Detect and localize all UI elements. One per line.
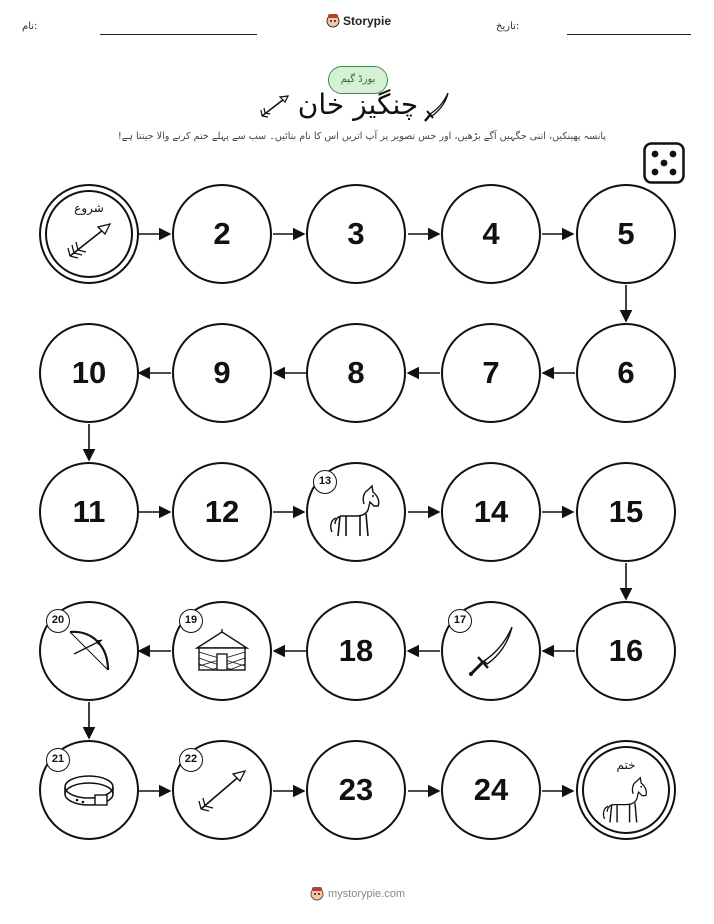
name-label: نام: (22, 21, 38, 32)
horse-icon (599, 776, 653, 826)
square-number-badge: 21 (46, 748, 70, 772)
board-square[interactable] (306, 740, 406, 840)
square-number: 11 (72, 494, 106, 529)
board-square[interactable] (172, 323, 272, 423)
page-title: چنگیز خان (297, 88, 419, 121)
board-square[interactable] (39, 462, 139, 562)
square-number-badge: 13 (313, 470, 337, 494)
date-label: تاریخ: (496, 21, 520, 32)
square-number: 4 (482, 216, 500, 251)
square-number: 3 (347, 216, 365, 251)
belt-icon (59, 767, 119, 813)
board-square[interactable] (441, 323, 541, 423)
sword-icon (464, 623, 518, 679)
brand-name: Storypie (343, 14, 392, 28)
square-number: 10 (71, 355, 107, 390)
square-number-badge: 17 (448, 609, 472, 633)
board-square[interactable] (306, 601, 406, 701)
square-number: 6 (617, 355, 635, 390)
start-label: شروع (74, 201, 104, 215)
board-square[interactable] (576, 601, 676, 701)
square-number: 12 (204, 494, 240, 529)
board-square[interactable] (306, 184, 406, 284)
arrow-icon (193, 765, 251, 815)
square-number-badge: 19 (179, 609, 203, 633)
board-square[interactable] (576, 323, 676, 423)
square-number: 15 (608, 494, 644, 529)
square-number: 23 (338, 772, 374, 807)
square-number: 24 (473, 772, 509, 807)
yurt-icon (193, 626, 251, 676)
square-number: 14 (473, 494, 509, 529)
horse-icon (326, 484, 386, 540)
square-number: 9 (213, 355, 231, 390)
board-square[interactable] (441, 462, 541, 562)
square-number: 7 (482, 355, 500, 390)
footer-url[interactable]: mystorypie.com (328, 888, 406, 900)
square-number-badge: 22 (179, 748, 203, 772)
arrow-icon (62, 218, 116, 264)
board-game-badge: بورڈ گیم (328, 66, 388, 94)
finish-label: ختم (616, 758, 636, 772)
board-square[interactable] (172, 184, 272, 284)
square-number: 18 (338, 633, 374, 668)
board-square[interactable] (441, 740, 541, 840)
board-square[interactable] (576, 462, 676, 562)
square-number: 16 (608, 633, 644, 668)
board-square[interactable] (172, 462, 272, 562)
square-number: 2 (213, 216, 231, 251)
storypie-mascot-icon (310, 886, 324, 902)
board-square[interactable] (441, 184, 541, 284)
instructions: پانسہ پھینکیں، اتنی جگہیں آگے بڑھیں، اور جس تصویر پر آپ اتریں اس کا نام بتائیں۔ سب سے پہلے ختم کرنے والا جیتتا ہے! (117, 131, 606, 142)
board-square[interactable] (39, 323, 139, 423)
bow-icon (62, 624, 116, 678)
square-number: 8 (347, 355, 365, 390)
footer (310, 886, 405, 902)
square-number: 5 (617, 216, 635, 251)
board-square[interactable] (576, 184, 676, 284)
square-number-badge: 20 (46, 609, 70, 633)
board-square[interactable] (306, 323, 406, 423)
